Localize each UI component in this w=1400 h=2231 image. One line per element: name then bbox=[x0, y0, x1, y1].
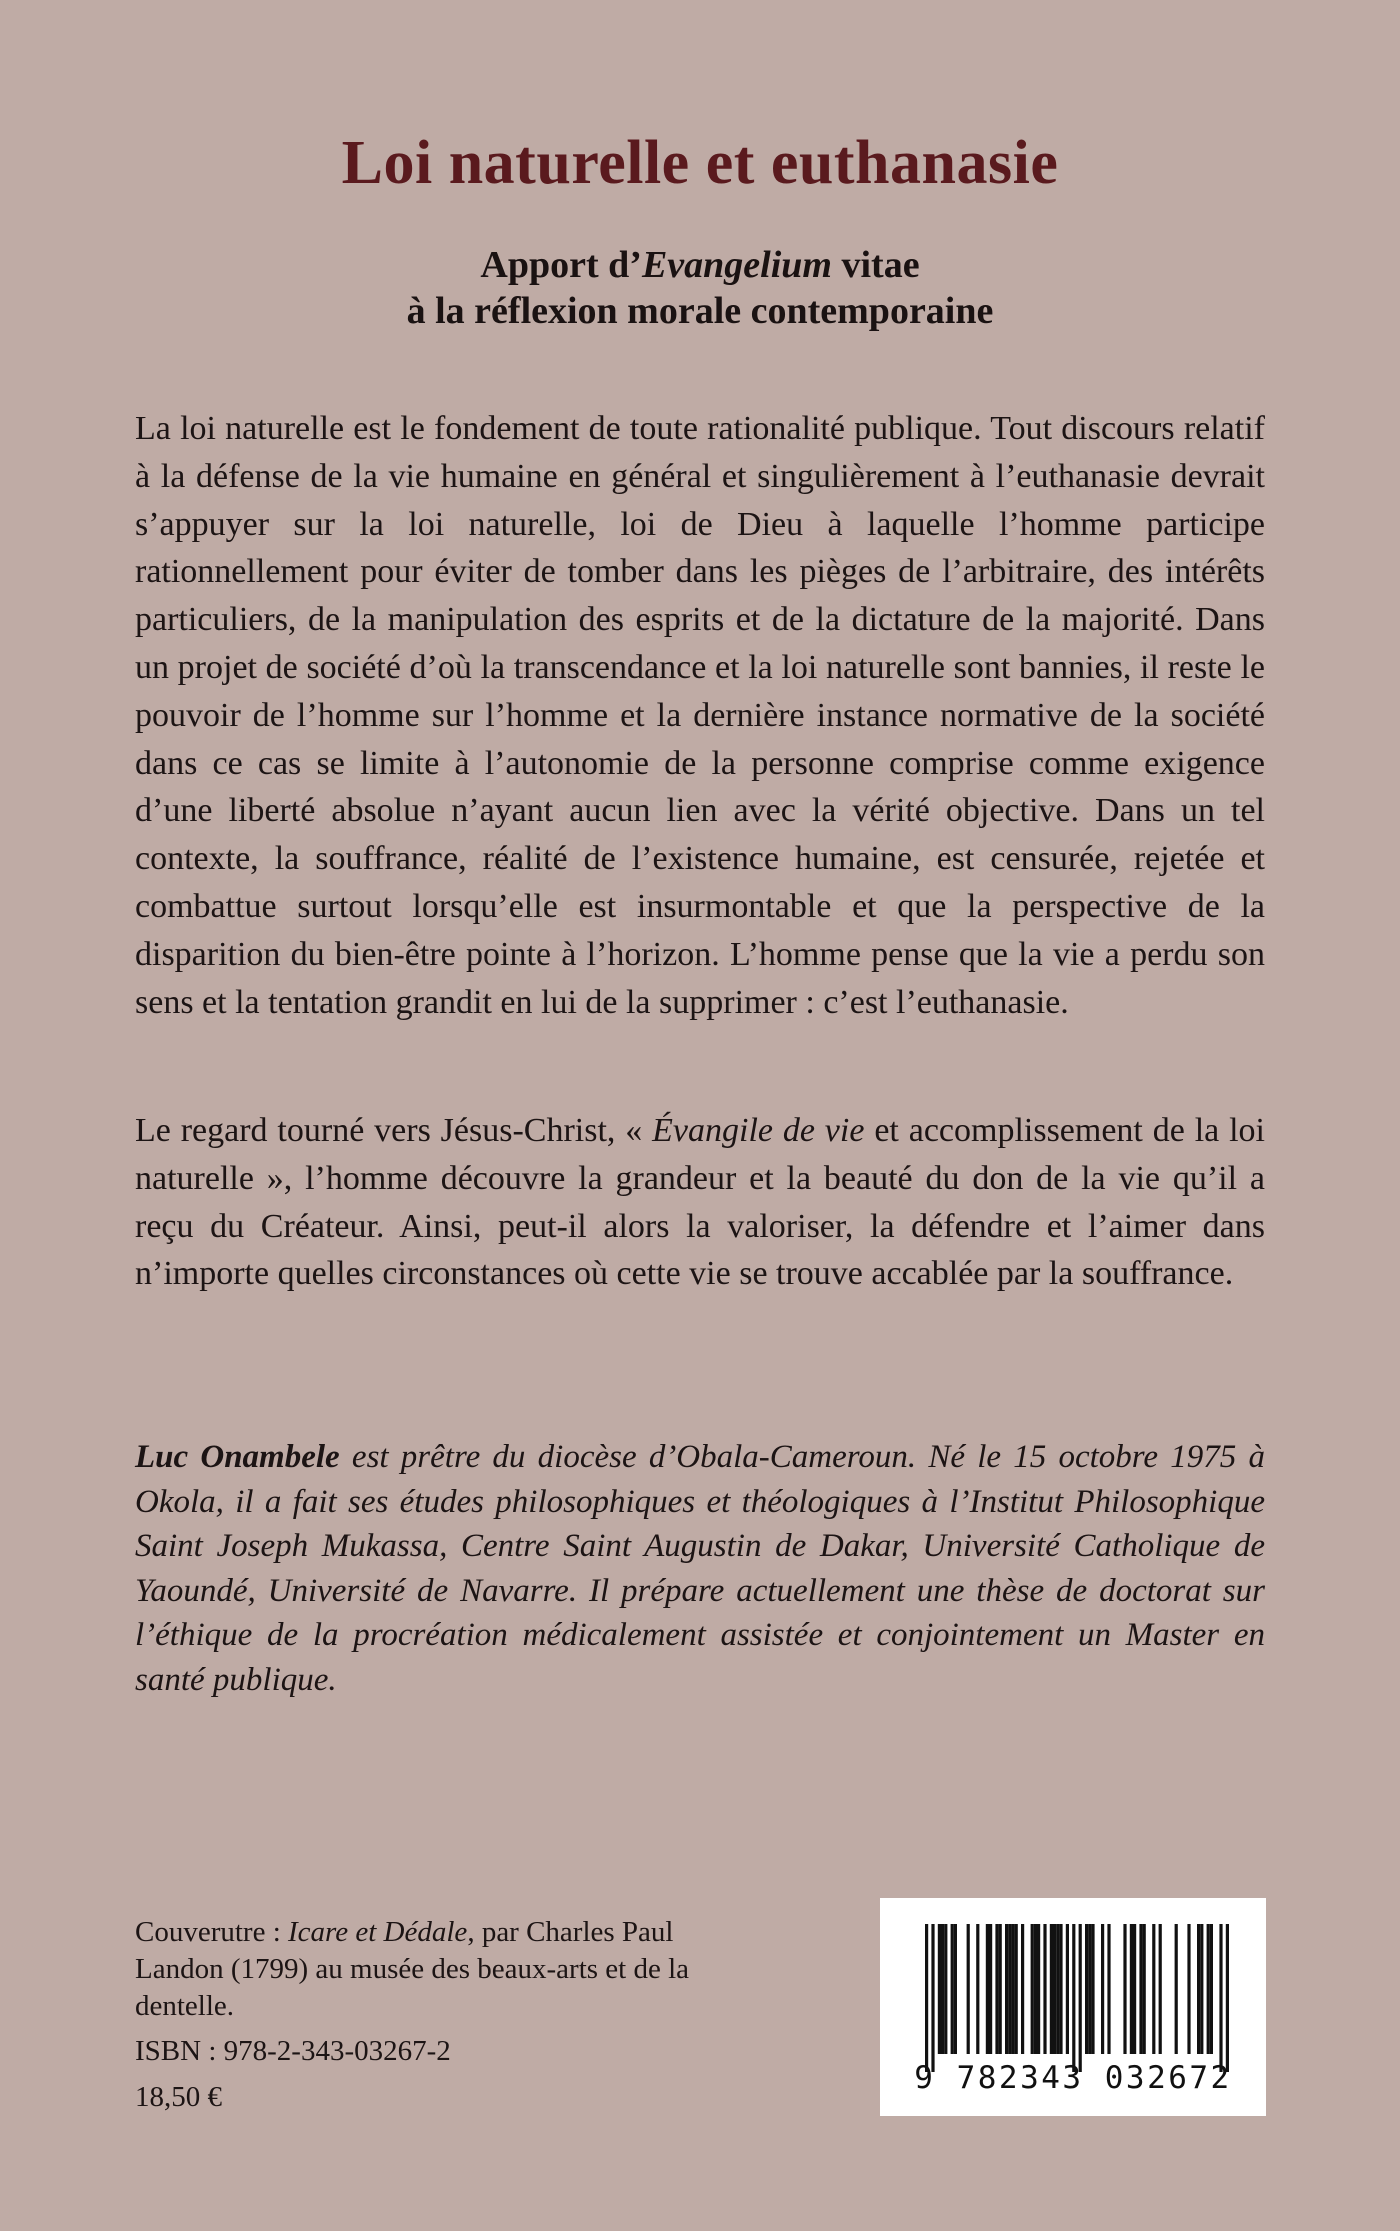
barcode-bar bbox=[1088, 1924, 1091, 2054]
isbn: ISBN : 978-2-343-03267-2 bbox=[135, 2035, 451, 2067]
subtitle-line-1: Apport d’Evangelium vitae bbox=[480, 244, 920, 286]
price: 18,50 € bbox=[135, 2081, 222, 2113]
barcode-bar bbox=[1034, 1924, 1037, 2054]
barcode-bar bbox=[1175, 1924, 1178, 2054]
barcode-bar bbox=[954, 1924, 957, 2054]
summary-paragraph-2: Le regard tourné vers Jésus-Christ, « Évangile de vie et accomplissement de la loi naturelle », l’homme découvre la grandeur et la beauté du don de la vie qu’il a reçu du Créateur. Ainsi, peut-il alors la valoriser, la défendre et l’aimer dans n’importe quelles circonstances où cette vie se trouve accablée par la souffrance. bbox=[135, 1112, 1266, 1293]
barcode-bar bbox=[1139, 1924, 1142, 2054]
book-subtitle bbox=[0, 242, 1400, 334]
subtitle-line-2: à la réflexion morale contemporaine bbox=[406, 290, 994, 332]
barcode-bar bbox=[995, 1924, 998, 2054]
barcode-bar bbox=[941, 1924, 944, 2054]
barcode-bar bbox=[967, 1924, 970, 2054]
barcode-bar bbox=[1107, 1924, 1110, 2054]
barcode-bar bbox=[1101, 1924, 1104, 2054]
book-title: Loi naturelle et euthanasie bbox=[341, 129, 1059, 197]
barcode-bar bbox=[1210, 1924, 1213, 2054]
barcode-bar bbox=[1072, 1924, 1075, 2072]
barcode-bar bbox=[1079, 1924, 1082, 2072]
barcode-bar bbox=[1031, 1924, 1034, 2054]
barcode-bar bbox=[1152, 1924, 1155, 2054]
barcode bbox=[880, 1898, 1266, 2116]
barcode-bar bbox=[989, 1924, 992, 2054]
barcode-bar bbox=[1207, 1924, 1210, 2054]
barcode-bar bbox=[1187, 1924, 1190, 2054]
barcode-bar bbox=[1015, 1924, 1018, 2054]
barcode-bar bbox=[1219, 1924, 1222, 2072]
barcode-bar bbox=[1066, 1924, 1069, 2054]
barcode-bar bbox=[931, 1924, 934, 2072]
barcode-bar bbox=[1091, 1924, 1094, 2054]
subtitle-italic: Evangelium bbox=[641, 244, 832, 286]
barcode-bar bbox=[1133, 1924, 1136, 2054]
barcode-bar bbox=[1050, 1924, 1053, 2054]
cover-credits: Couverutre : Icare et Dédale, par Charles Paul Landon (1799) au musée des beaux-arts et de la dentelle. bbox=[135, 1916, 690, 2022]
barcode-bar bbox=[1021, 1924, 1024, 2054]
barcode-bar bbox=[951, 1924, 954, 2054]
barcode-bar bbox=[1008, 1924, 1011, 2054]
author-name: Luc Onambele bbox=[135, 1439, 340, 1475]
barcode-bar bbox=[944, 1924, 947, 2054]
barcode-bar bbox=[1053, 1924, 1056, 2054]
summary-paragraph-1: La loi naturelle est le fondement de toute rationalité publique. Tout discours relatif à la défense de la vie humaine en général et singulièrement à l’euthanasie devrait s’appuyer sur la loi naturelle, loi de Dieu à laquelle l’homme participe rationnellement pour éviter de tomber dans les pièges de l’arbitraire, des intérêts particuliers, de la manipulation des esprits et de la dictature de la majorité. Dans un projet de société d’où la transcendance et la loi naturelle sont bannies, il reste le pouvoir de l’homme sur l’homme et la dernière instance normative de la société dans ce cas se limite à l’autonomie de la personne comprise comme exigence d’une liberté absolue n’ayant aucun lien avec la vérité objective. Dans un tel contexte, la souffrance, réalité de l’existence humaine, est censurée, rejetée et combattue surtout lorsqu’elle est insurmontable et que la perspective de la disparition du bien-être pointe à l’horizon. L’homme pense que la vie a perdu son sens et la tentation grandit en lui de la supprimer : c’est l’euthanasie. bbox=[135, 410, 1265, 1021]
barcode-bar bbox=[1043, 1924, 1046, 2054]
barcode-bar bbox=[938, 1924, 941, 2054]
barcode-bar bbox=[1143, 1924, 1146, 2054]
barcode-bar bbox=[1123, 1924, 1126, 2054]
barcode-bar bbox=[976, 1924, 979, 2054]
barcode-bar bbox=[999, 1924, 1002, 2054]
barcode-bar bbox=[1011, 1924, 1014, 2054]
barcode-bar bbox=[1059, 1924, 1062, 2054]
barcode-bar bbox=[1226, 1924, 1229, 2072]
barcode-digits: 9 782343 032672 bbox=[914, 2060, 1232, 2096]
barcode-bar bbox=[1159, 1924, 1162, 2054]
barcode-bar bbox=[925, 1924, 928, 2072]
barcode-bar bbox=[1056, 1924, 1059, 2054]
author-bio: Luc Onambele est prêtre du diocèse d’Obala-Cameroun. Né le 15 octobre 1975 à Okola, il a fait ses études philosophiques et théologiques à l’Institut Philosophique Saint Joseph Mukassa, Centre Saint Augustin de Dakar, Université Catholique de Yaoundé, Université de Navarre. Il prépare actuellement une thèse de doctorat sur l’éthique de la procréation médicalement assistée et conjointement un Master en santé publique. bbox=[135, 1439, 1266, 1698]
barcode-bar bbox=[1130, 1924, 1133, 2054]
barcode-bar bbox=[1085, 1924, 1088, 2054]
barcode-bar bbox=[1005, 1924, 1008, 2054]
barcode-bar bbox=[1037, 1924, 1040, 2054]
barcode-bar bbox=[986, 1924, 989, 2054]
barcode-bar bbox=[1197, 1924, 1200, 2054]
barcode-bar bbox=[1200, 1924, 1203, 2054]
